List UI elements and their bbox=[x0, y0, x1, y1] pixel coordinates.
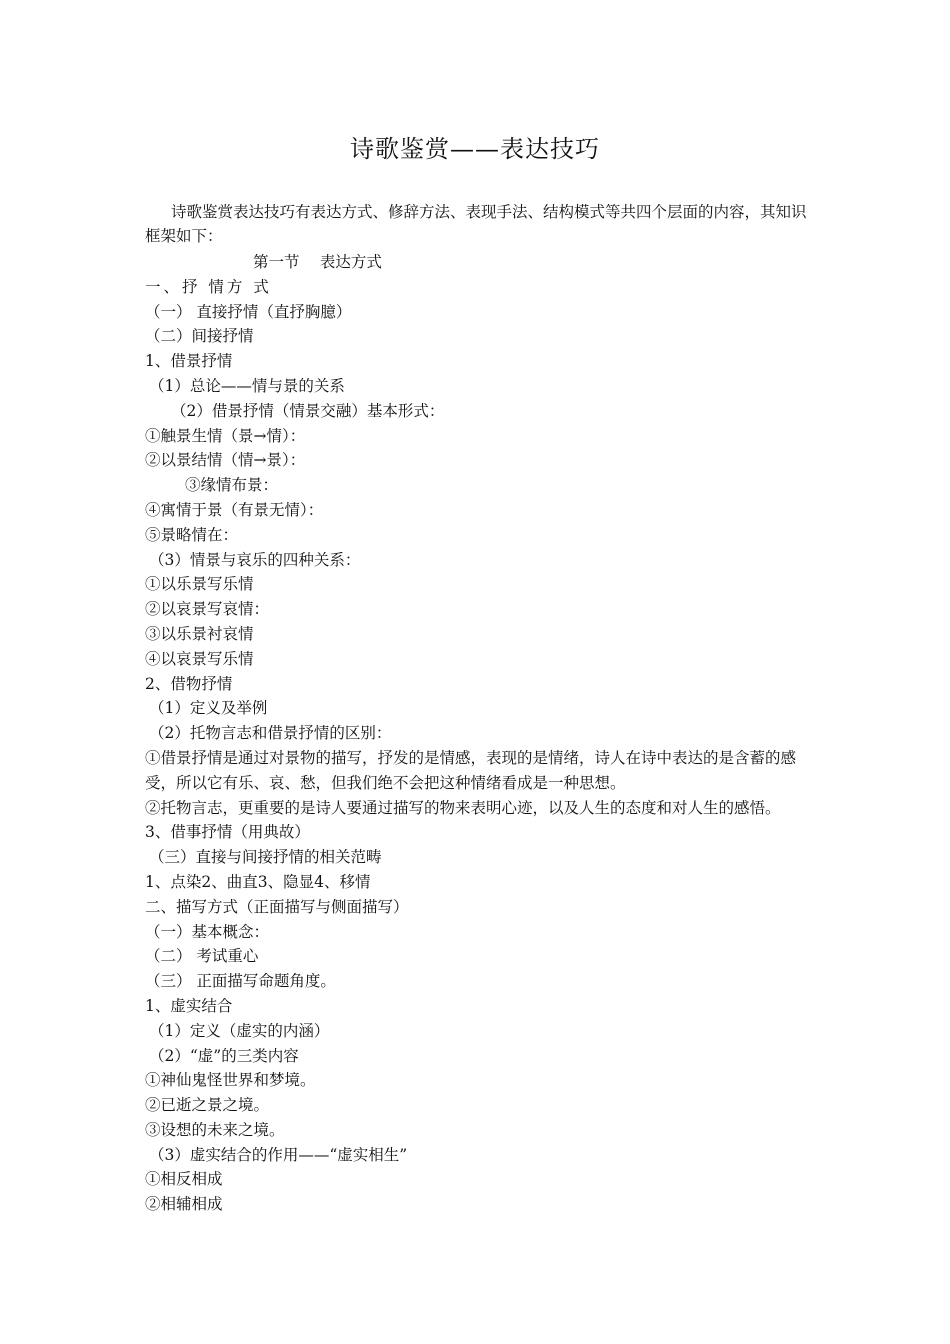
outline-line: （一）基本概念： bbox=[145, 922, 270, 941]
outline-line: （三） 正面描写命题角度。 bbox=[145, 972, 336, 991]
outline-line: ③缘情布景： bbox=[185, 476, 279, 495]
outline-line: ②以哀景写哀情： bbox=[145, 600, 270, 619]
outline-line: ①相反相成 bbox=[145, 1170, 223, 1189]
outline-line: ①以乐景写乐情 bbox=[145, 575, 254, 594]
outline-paragraph: ①借景抒情是通过对景物的描写，抒发的是情感，表现的是情绪，诗人在诗中表达的是含蓄的感受，所以它有乐、哀、愁，但我们绝不会把这种情绪看成是一种思想。 bbox=[145, 748, 797, 792]
outline-line: （二）间接抒情 bbox=[145, 327, 254, 346]
outline-line: ②相辅相成 bbox=[145, 1195, 223, 1214]
outline-line: ③以乐景衬哀情 bbox=[145, 624, 254, 643]
outline-line: （一） 直接抒情（直抒胸臆） bbox=[145, 302, 352, 321]
intro-paragraph: 诗歌鉴赏表达技巧有表达方式、修辞方法、表现手法、结构模式等共四个层面的内容，其知识框架如下： bbox=[145, 203, 807, 245]
outline-line: （2）“虚”的三类内容 bbox=[149, 1046, 299, 1065]
outline-line: （3）虚实结合的作用——“虚实相生” bbox=[149, 1145, 408, 1164]
outline-line: （1）定义及举例 bbox=[149, 699, 268, 718]
outline-heading-2: 二、描写方式（正面描写与侧面描写） bbox=[145, 897, 409, 916]
outline-line: （3）情景与哀乐的四种关系： bbox=[149, 550, 361, 569]
outline-line: （二） 考试重心 bbox=[145, 947, 259, 966]
outline-line: ④寓情于景（有景无情）： bbox=[145, 500, 324, 519]
outline-line: ③设想的未来之境。 bbox=[145, 1120, 285, 1139]
outline-line: 1、借景抒情 bbox=[145, 352, 233, 371]
outline-line: （1）定义（虚实的内涵） bbox=[149, 1021, 330, 1040]
outline-line: 1、点染2、曲直3、隐显4、移情 bbox=[145, 872, 371, 891]
outline-heading-1: 一、抒 情方 式 bbox=[145, 277, 272, 296]
outline-line: ①神仙鬼怪世界和梦境。 bbox=[145, 1071, 316, 1090]
outline-line: （2）借景抒情（情景交融）基本形式： bbox=[171, 401, 445, 420]
outline-line: 1、虚实结合 bbox=[145, 996, 233, 1015]
section-heading: 第一节 表达方式 bbox=[253, 253, 382, 271]
outline-body bbox=[145, 250, 825, 1217]
outline-line: 3、借事抒情（用典故） bbox=[145, 823, 310, 842]
outline-line: （1）总论——情与景的关系 bbox=[149, 376, 345, 395]
outline-line: ②已逝之景之境。 bbox=[145, 1096, 270, 1115]
outline-line: （2）托物言志和借景抒情的区别： bbox=[149, 724, 392, 743]
outline-line: ②托物言志，更重要的是诗人要通过描写的物来表明心迹，以及人生的态度和对人生的感悟。 bbox=[145, 798, 781, 817]
outline-line: ④以哀景写乐情 bbox=[145, 649, 254, 668]
outline-line: ②以景结情（情→景）： bbox=[145, 451, 306, 470]
outline-line: ⑤景略情在： bbox=[145, 525, 239, 544]
outline-line: ①触景生情（景→情）： bbox=[145, 426, 306, 445]
outline-line: 2、借物抒情 bbox=[145, 674, 233, 693]
document-title: 诗歌鉴赏——表达技巧 bbox=[350, 135, 600, 163]
outline-line: （三）直接与间接抒情的相关范畴 bbox=[149, 848, 382, 867]
